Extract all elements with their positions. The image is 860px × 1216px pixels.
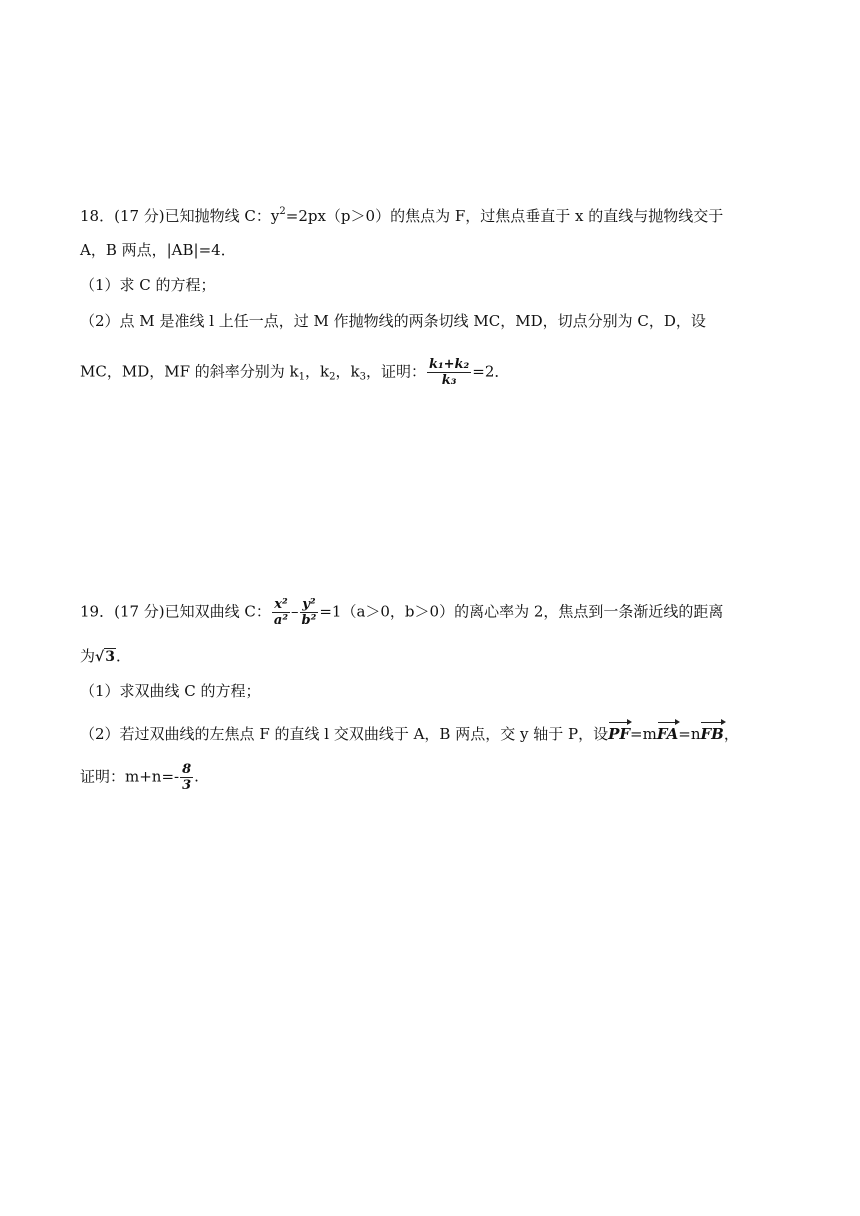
x-fraction: $\frac{\text{x²}}{\text{a²}}$ <box>273 597 289 628</box>
q19-part-2: （2）若过双曲线的左焦点 F 的直线 l 交双曲线于 A，B 两点，交 y 轴于 P，设PF=mFA=nFB， <box>80 720 739 744</box>
vector-fb: FB <box>700 720 723 744</box>
q18-part-1: （1）求 C 的方程； <box>80 276 216 294</box>
eight-thirds-fraction: $\frac{8}{3}$ <box>182 762 192 793</box>
sqrt-three: √3 <box>95 649 115 665</box>
y-fraction: $\frac{\text{y²}}{\text{b²}}$ <box>301 597 317 628</box>
vector-fa: FA <box>657 720 678 744</box>
q19-part-1: （1）求双曲线 C 的方程； <box>80 682 261 700</box>
q18-line-5: MC，MD，MF 的斜率分别为 $k_1$，$k_2$，$k_3$，证明： $\frac{\text{k₁+k₂}}{\text{k₃}}$ =2． <box>80 357 510 388</box>
q19-line-5: 证明：m+n=- $\frac{8}{3}$ . <box>80 762 199 793</box>
q19-line-2: 为√3． <box>80 647 131 665</box>
q19-line-1: 19．(17 分)已知双曲线 C： $\frac{\text{x²}}{\text{a²}}$ – $\frac{\text{y²}}{\text{b²}}$ =1（a＞0，b＞0）的离心率为 2，焦点到一条渐近线的距离 <box>80 597 724 628</box>
q18-part-2: （2）点 M 是准线 l 上任一点，过 M 作抛物线的两条切线 MC，MD，切点分别为 C，D，设 <box>80 312 706 330</box>
slope-fraction: $\frac{\text{k₁+k₂}}{\text{k₃}}$ <box>428 357 470 388</box>
vector-pf: PF <box>608 720 630 744</box>
q18-line-2: A，B 两点，|AB|=4． <box>80 241 236 259</box>
q18-line-1: 18．(17 分)已知抛物线 C：$y^2=2px(p>0)$的焦点为 F，过焦点垂直于 x 的直线与抛物线交于 <box>80 206 724 225</box>
